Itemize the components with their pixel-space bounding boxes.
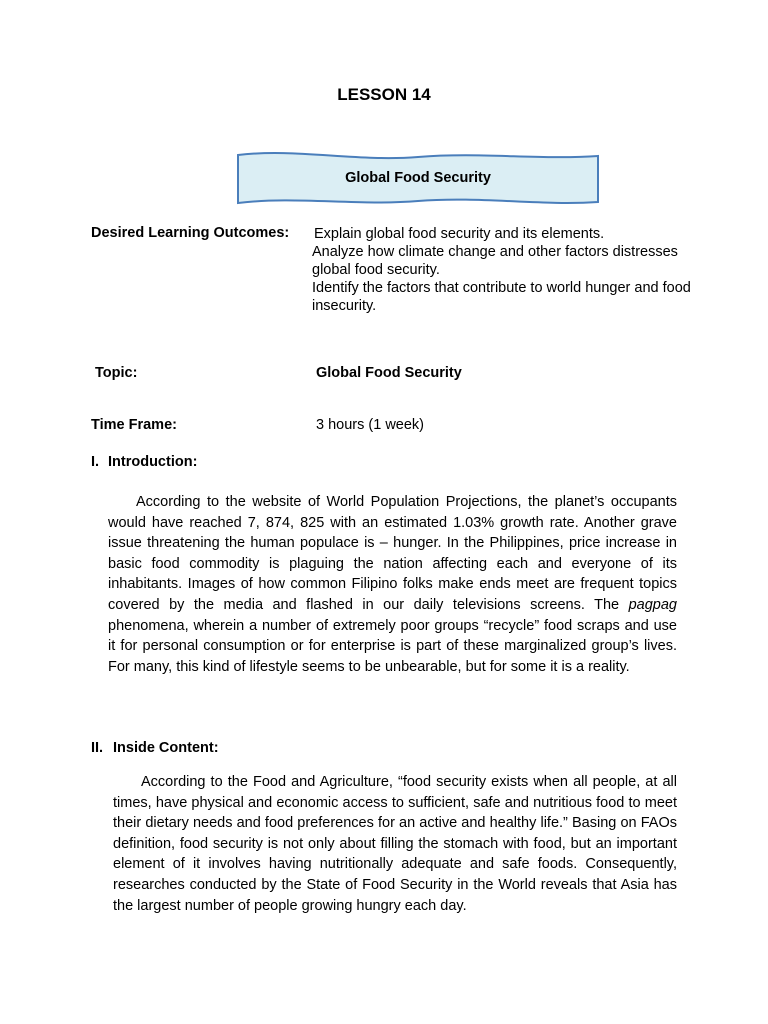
inside-text: According to the Food and Agriculture, “food security exists when all people, at all times, have physical and economic access to sufficient, safe and nutritious food to meet their dietary needs and food preferences for an active and healthy life.” Basing on FAOs definition, food security is not only about filling the stomach with food, but an important element of it involves having nutritionally adequate and safe foods. Consequently, researches conducted by the State of Food Security in the World reveals that Asia has the largest number of people growing hungry each day. bbox=[113, 774, 677, 914]
intro-numeral: I. bbox=[91, 454, 100, 470]
inside-heading: Inside Content: bbox=[113, 740, 219, 756]
italic-term: pagpag bbox=[628, 596, 677, 613]
title-banner bbox=[236, 150, 600, 208]
outcomes-list bbox=[312, 225, 692, 315]
intro-heading: Introduction: bbox=[108, 454, 198, 470]
time-frame-value: 3 hours (1 week) bbox=[316, 417, 424, 433]
intro-text-part: According to the website of World Population Projections, the planet’s occupants would have reached 7, 874, 825 with an estimated 1.03% growth rate. Another grave issue threatening the human populace is – hunger. In the Philippines, price increase in basic food commodity is plaguing the nation affecting each and everyone of its inhabitants. Images of how common Filipino folks make ends meet are frequent topics covered by the media and flashed in our daily televisions screens. The bbox=[108, 494, 677, 613]
intro-paragraph bbox=[108, 492, 677, 677]
outcome-item: Identify the factors that contribute to world hunger and food insecurity. bbox=[312, 280, 691, 314]
inside-numeral: II. bbox=[91, 740, 104, 756]
banner-title: Global Food Security bbox=[345, 170, 491, 186]
topic-value: Global Food Security bbox=[316, 365, 462, 381]
topic-label: Topic: bbox=[95, 365, 138, 381]
inside-paragraph bbox=[113, 772, 677, 916]
outcome-item: Explain global food security and its elements. bbox=[314, 226, 605, 242]
outcome-item: Analyze how climate change and other factors distresses global food security. bbox=[312, 244, 678, 278]
lesson-title: LESSON 14 bbox=[337, 85, 431, 104]
intro-text-part: phenomena, wherein a number of extremely poor groups “recycle” food scraps and use it for personal consumption or for enterprise is part of these marginalized group’s lives. For many, this kind of lifestyle seems to be unbearable, but for some it is a reality. bbox=[108, 617, 677, 675]
outcomes-label: Desired Learning Outcomes: bbox=[91, 225, 290, 241]
time-frame-label: Time Frame: bbox=[91, 417, 177, 433]
